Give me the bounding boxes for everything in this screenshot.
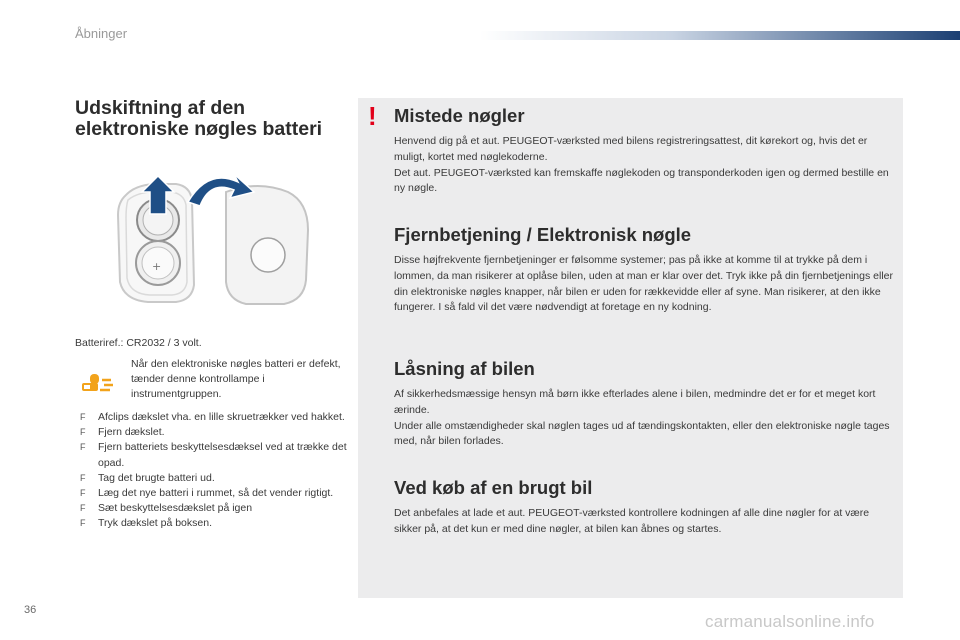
- list-item: [80, 410, 355, 425]
- list-item: [80, 501, 355, 516]
- step-text: Tryk dækslet på boksen.: [98, 517, 212, 530]
- remote-control-paragraph: Disse højfrekvente fjernbetjeninger er følsomme systemer; pas på ikke at komme til at trykke på dem i lommen, da man risikerer at oplåse bilen, uden at man er klar over det. Tryk ikke på din fjernbetjenings eller din elektroniske nøgles knapper, når bilen er uden for rækkevidde eller af syne. Man risikerer, at den ikke fungerer. I så fald vil det være nødvendigt at foretage en ny kodning.: [394, 254, 893, 314]
- step-text: Fjern dækslet.: [98, 426, 165, 439]
- list-item: [80, 440, 355, 470]
- list-item: [80, 425, 355, 440]
- page-number: 36: [24, 604, 37, 616]
- remote-control-title: Fjernbetjening / Elektronisk nøgle: [394, 224, 692, 245]
- cover-button-outline: [251, 238, 285, 272]
- lost-keys-paragraph-1: Henvend dig på et aut. PEUGEOT-værksted med bilens registreringsattest, dit kørekort og, hvis det er muligt, kortet med nøglekoderne.: [394, 135, 868, 163]
- step-text: Afclips dækslet vha. en lille skruetrækker ved hakket.: [98, 411, 345, 423]
- lost-keys-title: Mistede nøgler: [394, 105, 525, 126]
- step-text: Fjern batteriets beskyttelsesdæksel ved at trække det opad.: [98, 441, 347, 469]
- list-item: [80, 516, 355, 531]
- locking-paragraph-2: Under alle omstændigheder skal nøglen tages ud af tændingskontakten, eller den elektroniske nøgle tages med, når bilen forlades.: [394, 419, 890, 448]
- title-line-2: elektroniske nøgles batteri: [75, 118, 323, 140]
- remote-control-section: [394, 224, 894, 316]
- header-gradient-bar: [480, 31, 960, 40]
- section-header-title: Åbninger: [75, 26, 128, 41]
- locking-section: [394, 358, 894, 450]
- step-bullet: F: [80, 427, 86, 438]
- locking-title: Låsning af bilen: [394, 358, 535, 379]
- step-text: Læg det nye batteri i rummet, så det vender rigtigt.: [98, 487, 334, 500]
- step-bullet: F: [80, 472, 86, 483]
- warning-lamp-description: Når den elektroniske nøgles batteri er defekt, tænder denne kontrollampe i instrumentgruppen.: [131, 358, 341, 400]
- svg-text:+: +: [152, 260, 162, 273]
- step-bullet: F: [80, 442, 86, 453]
- battery-replacement-title: [75, 98, 355, 140]
- list-item: [80, 486, 355, 501]
- step-text: Tag det brugte batteri ud.: [98, 471, 215, 484]
- list-item: [80, 471, 355, 486]
- step-bullet: F: [80, 503, 86, 514]
- step-bullet: F: [80, 488, 86, 499]
- key-battery-warning-lamp-icon: [80, 370, 114, 394]
- lost-keys-paragraph-2: Det aut. PEUGEOT-værksted kan fremskaffe nøglekoden og transponderkoden igen og dermed bestille en ny nøgle.: [394, 166, 889, 195]
- used-car-title: Ved køb af en brugt bil: [394, 477, 593, 498]
- used-car-section: [394, 477, 894, 538]
- step-text: Sæt beskyttelsesdækslet på igen: [98, 502, 253, 515]
- step-bullet: F: [80, 518, 86, 529]
- watermark-text: carmanualsonline.info: [705, 612, 875, 631]
- step-bullet: F: [80, 412, 86, 422]
- key-battery-illustration: [108, 170, 318, 310]
- used-car-paragraph: Det anbefales at lade et aut. PEUGEOT-værksted kontrollere kodningen af alle dine nøgler for at være sikker på, at det kun er med dine nøgler, at bilen kan åbnes og startes.: [394, 507, 870, 535]
- battery-reference: Batteriref.: CR2032 / 3 volt.: [75, 337, 202, 349]
- locking-paragraph-1: Af sikkerhedsmæssige hensyn må børn ikke efterlades alene i bilen, medmindre det er for et meget kort ærinde.: [394, 388, 876, 416]
- warning-exclamation-icon: !: [368, 101, 377, 131]
- replacement-steps-list: [80, 410, 355, 532]
- lost-keys-section: [394, 105, 894, 197]
- title-line-1: Udskiftning af den: [75, 97, 246, 119]
